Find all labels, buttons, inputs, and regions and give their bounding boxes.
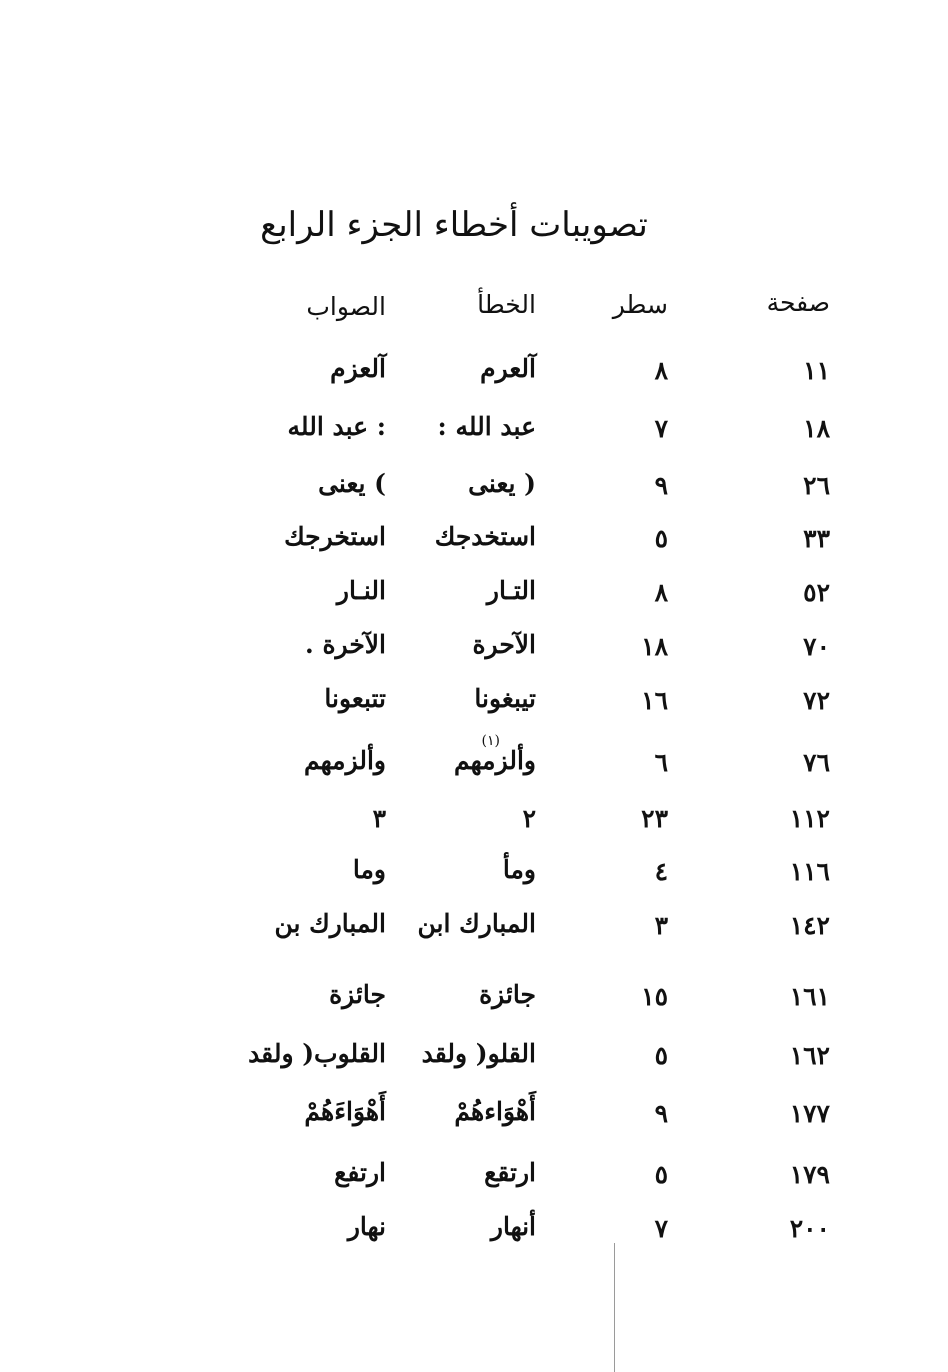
wrong-text: استخدجك	[434, 522, 536, 551]
wrong-text: القلو( ولقد	[421, 1039, 536, 1068]
header-page: صفحة	[766, 288, 830, 317]
correct-text: النـار	[336, 576, 386, 605]
line-number: ٥	[654, 1160, 668, 1189]
line-number: ٨	[654, 356, 668, 385]
correct-text: تتبعونا	[324, 684, 386, 713]
line-number: ٩	[654, 471, 668, 500]
wrong-text: المبارك ابن	[417, 909, 536, 938]
wrong-text: وألزمهم	[454, 746, 536, 775]
line-number: ٩	[654, 1099, 668, 1128]
line-number: ٥	[654, 524, 668, 553]
header-wrong: الخطأ	[477, 290, 536, 319]
correct-text: استخرجك	[284, 522, 386, 551]
page-number: ١٧٧	[789, 1099, 830, 1128]
line-number: ٥	[654, 1041, 668, 1070]
page-number: ١١٢	[789, 804, 830, 833]
correct-text: نهار	[347, 1212, 386, 1241]
line-number: ١٦	[641, 686, 668, 715]
page-number: ٧٦	[803, 748, 830, 777]
correct-text: آلعزم	[330, 354, 386, 383]
page-number: ١٧٩	[789, 1160, 830, 1189]
line-number: ٨	[654, 578, 668, 607]
correct-text: المبارك بن	[274, 909, 386, 938]
page-number: ٢٠٠	[789, 1214, 830, 1243]
page-number: ٣٣	[803, 524, 830, 553]
wrong-text: ارتقع	[484, 1158, 536, 1187]
page-number: ١٤٢	[789, 911, 830, 940]
wrong-text: جائزة	[479, 980, 536, 1009]
line-number: ٤	[654, 857, 668, 886]
line-number: ٢٣	[641, 804, 668, 833]
page-number: ٢٦	[803, 471, 830, 500]
correct-text: : عبد الله	[287, 412, 386, 441]
correct-text: أَهْوَاءَهُمْ	[304, 1097, 386, 1126]
header-line: سطر	[612, 290, 668, 319]
page-fold-line	[614, 1243, 615, 1372]
line-number: ٧	[654, 1214, 668, 1243]
correct-text: القلوب( ولقد	[248, 1039, 386, 1068]
line-number: ٦	[654, 748, 668, 777]
wrong-text: تيبغونا	[474, 684, 536, 713]
header-correct: الصواب	[306, 292, 386, 321]
page-number: ١١	[803, 356, 830, 385]
line-number: ١٥	[641, 982, 668, 1011]
correct-text: ارتفع	[334, 1158, 386, 1187]
page-number: ١١٦	[789, 857, 830, 886]
page-number: ٥٢	[803, 578, 830, 607]
wrong-text: أنهار	[490, 1212, 536, 1241]
page-number: ١٦٢	[789, 1041, 830, 1070]
footnote-marker: (١)	[481, 733, 500, 749]
page-number: ٧٢	[803, 686, 830, 715]
wrong-text: ومأ	[502, 855, 536, 884]
wrong-text: ٢	[522, 804, 536, 833]
correct-text: جائزة	[329, 980, 386, 1009]
correct-text: ) يعنى	[318, 469, 386, 498]
line-number: ٧	[654, 414, 668, 443]
wrong-text: الآحرة	[472, 630, 536, 659]
correct-text: الآخرة .	[305, 630, 386, 659]
correct-text: وما	[352, 855, 386, 884]
page-title: تصويبات أخطاء الجزء الرابع	[260, 205, 648, 245]
wrong-text: عبد الله :	[437, 412, 536, 441]
correct-text: وألزمهم	[304, 746, 386, 775]
wrong-text: التـار	[486, 576, 536, 605]
wrong-text: ( يعنى	[468, 469, 536, 498]
correct-text: ٣	[372, 804, 386, 833]
page-number: ١٨	[803, 414, 830, 443]
line-number: ١٨	[641, 632, 668, 661]
line-number: ٣	[654, 911, 668, 940]
page-number: ٧٠	[803, 632, 830, 661]
wrong-text: آلعرم	[480, 354, 536, 383]
wrong-text: أَهْوَاءهُمْ	[454, 1097, 536, 1126]
page-number: ١٦١	[789, 982, 830, 1011]
